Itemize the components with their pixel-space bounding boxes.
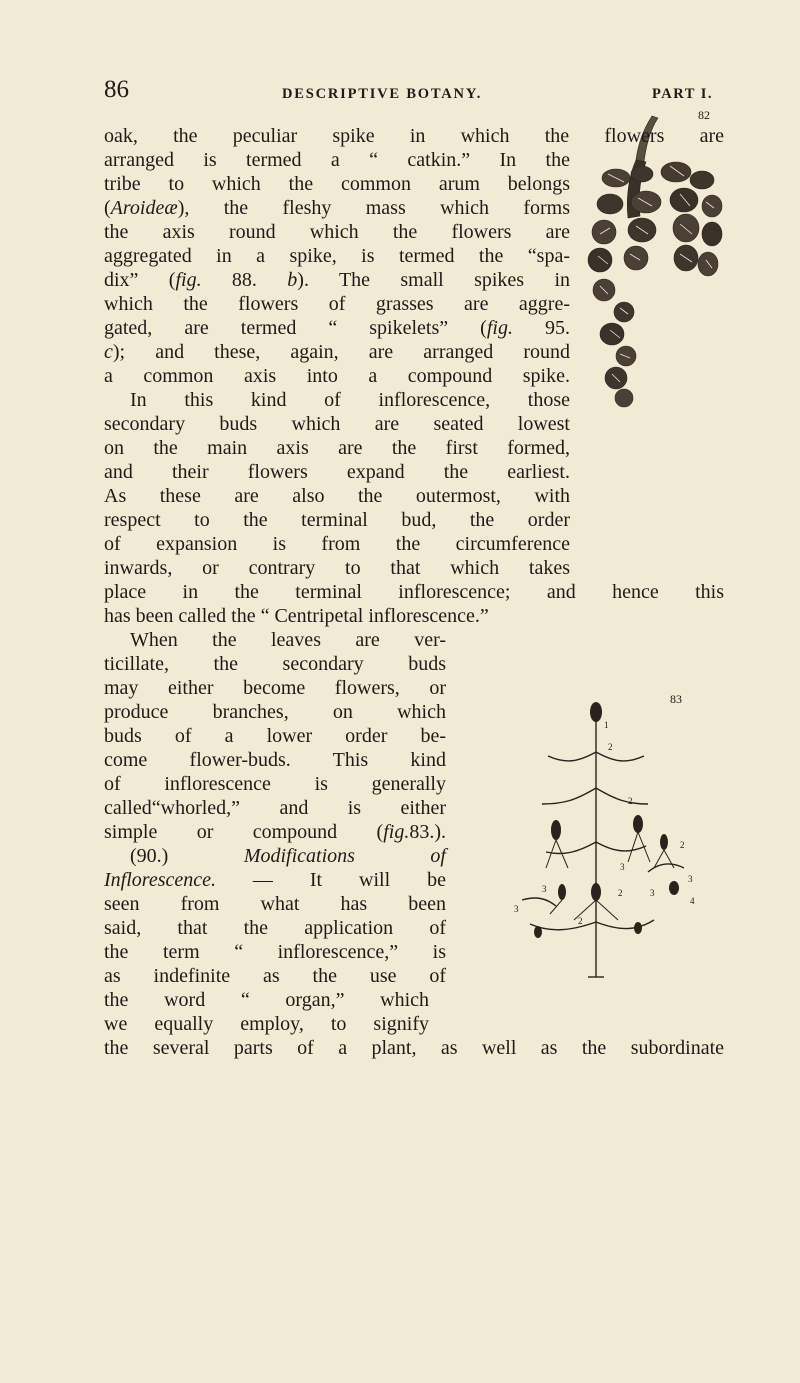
part-label: PART I. [652, 86, 714, 102]
text-line: ticillate, the secondary buds [104, 653, 446, 675]
running-title: DESCRIPTIVE BOTANY. [282, 86, 483, 102]
fig83-num: 2 [628, 796, 633, 806]
figure-83-label: 83 [670, 692, 682, 706]
figure-83-numbers [514, 720, 695, 926]
text-line: simple or compound (fig.83.). [104, 821, 446, 843]
figure-82 [580, 108, 728, 416]
text-line: In this kind of inflorescence, those [130, 389, 570, 411]
fig83-num: 2 [608, 742, 613, 752]
running-header [104, 76, 724, 106]
fig83-num: 3 [650, 888, 655, 898]
text-line: oak, the peculiar spike in which the flowers are [104, 125, 724, 147]
fig83-num: 3 [514, 904, 519, 914]
figure-83 [438, 692, 700, 984]
text-line: has been called the “ Centripetal inflorescence.” [104, 605, 489, 627]
text-line: seen from what has been [104, 893, 446, 915]
fig83-num: 2 [618, 888, 623, 898]
text-line: said, that the application of [104, 917, 446, 939]
fig83-num: 2 [578, 916, 583, 926]
text-line: arranged is termed a “ catkin.” In the [104, 149, 570, 171]
text-line: which the flowers of grasses are aggre- [104, 293, 570, 315]
whorled-inflorescence-illustration [438, 692, 700, 984]
figure-82-label: 82 [698, 108, 710, 122]
spike-illustration [580, 108, 728, 416]
text-line: come flower-buds. This kind [104, 749, 446, 771]
text-line: tribe to which the common arum belongs [104, 173, 570, 195]
fig83-num: 1 [604, 720, 609, 730]
text-line: the axis round which the flowers are [104, 221, 570, 243]
text-line: produce branches, on which [104, 701, 446, 723]
fig83-num: 3 [688, 874, 693, 884]
text-line: (Aroideæ), the fleshy mass which forms [104, 197, 570, 219]
text-line: c); and these, again, are arranged round [104, 341, 570, 363]
text-line: buds of a lower order be- [104, 725, 446, 747]
fig83-num: 4 [690, 896, 695, 906]
fig83-num: 2 [680, 840, 685, 850]
text-line: and their flowers expand the earliest. [104, 461, 570, 483]
text-line: secondary buds which are seated lowest [104, 413, 570, 435]
text-line: the several parts of a plant, as well as the subordinate [104, 1037, 724, 1059]
text-line: aggregated in a spike, is termed the “spa- [104, 245, 570, 267]
text-line: of expansion is from the circumference [104, 533, 570, 555]
text-line: When the leaves are ver- [130, 629, 446, 651]
text-line: dix” (fig. 88. b). The small spikes in [104, 269, 571, 291]
text-line: As these are also the outermost, with [104, 485, 570, 507]
text-line: Inflorescence. — It will be [104, 869, 446, 891]
section-heading: (90.) Modifications of [130, 845, 446, 867]
text-line: of inflorescence is generally [104, 773, 446, 795]
text-line: inwards, or contrary to that which takes [104, 557, 570, 579]
text-line: may either become flowers, or [104, 677, 446, 699]
text-line: gated, are termed “ spikelets” (fig. 95. [104, 317, 571, 339]
text-line: on the main axis are the first formed, [104, 437, 570, 459]
text-line: the word “ organ,” which [104, 989, 429, 1011]
text-line: place in the terminal inflorescence; and hence this [104, 581, 724, 603]
text-line: as indefinite as the use of [104, 965, 446, 987]
text-line: respect to the terminal bud, the order [104, 509, 570, 531]
text-line: called“whorled,” and is either [104, 797, 446, 819]
page-number: 86 [104, 76, 129, 103]
text-line: the term “ inflorescence,” is [104, 941, 446, 963]
text-line: a common axis into a compound spike. [104, 365, 570, 387]
text-line: we equally employ, to signify [104, 1013, 429, 1035]
fig83-num: 3 [620, 862, 625, 872]
fig83-num: 3 [542, 884, 547, 894]
